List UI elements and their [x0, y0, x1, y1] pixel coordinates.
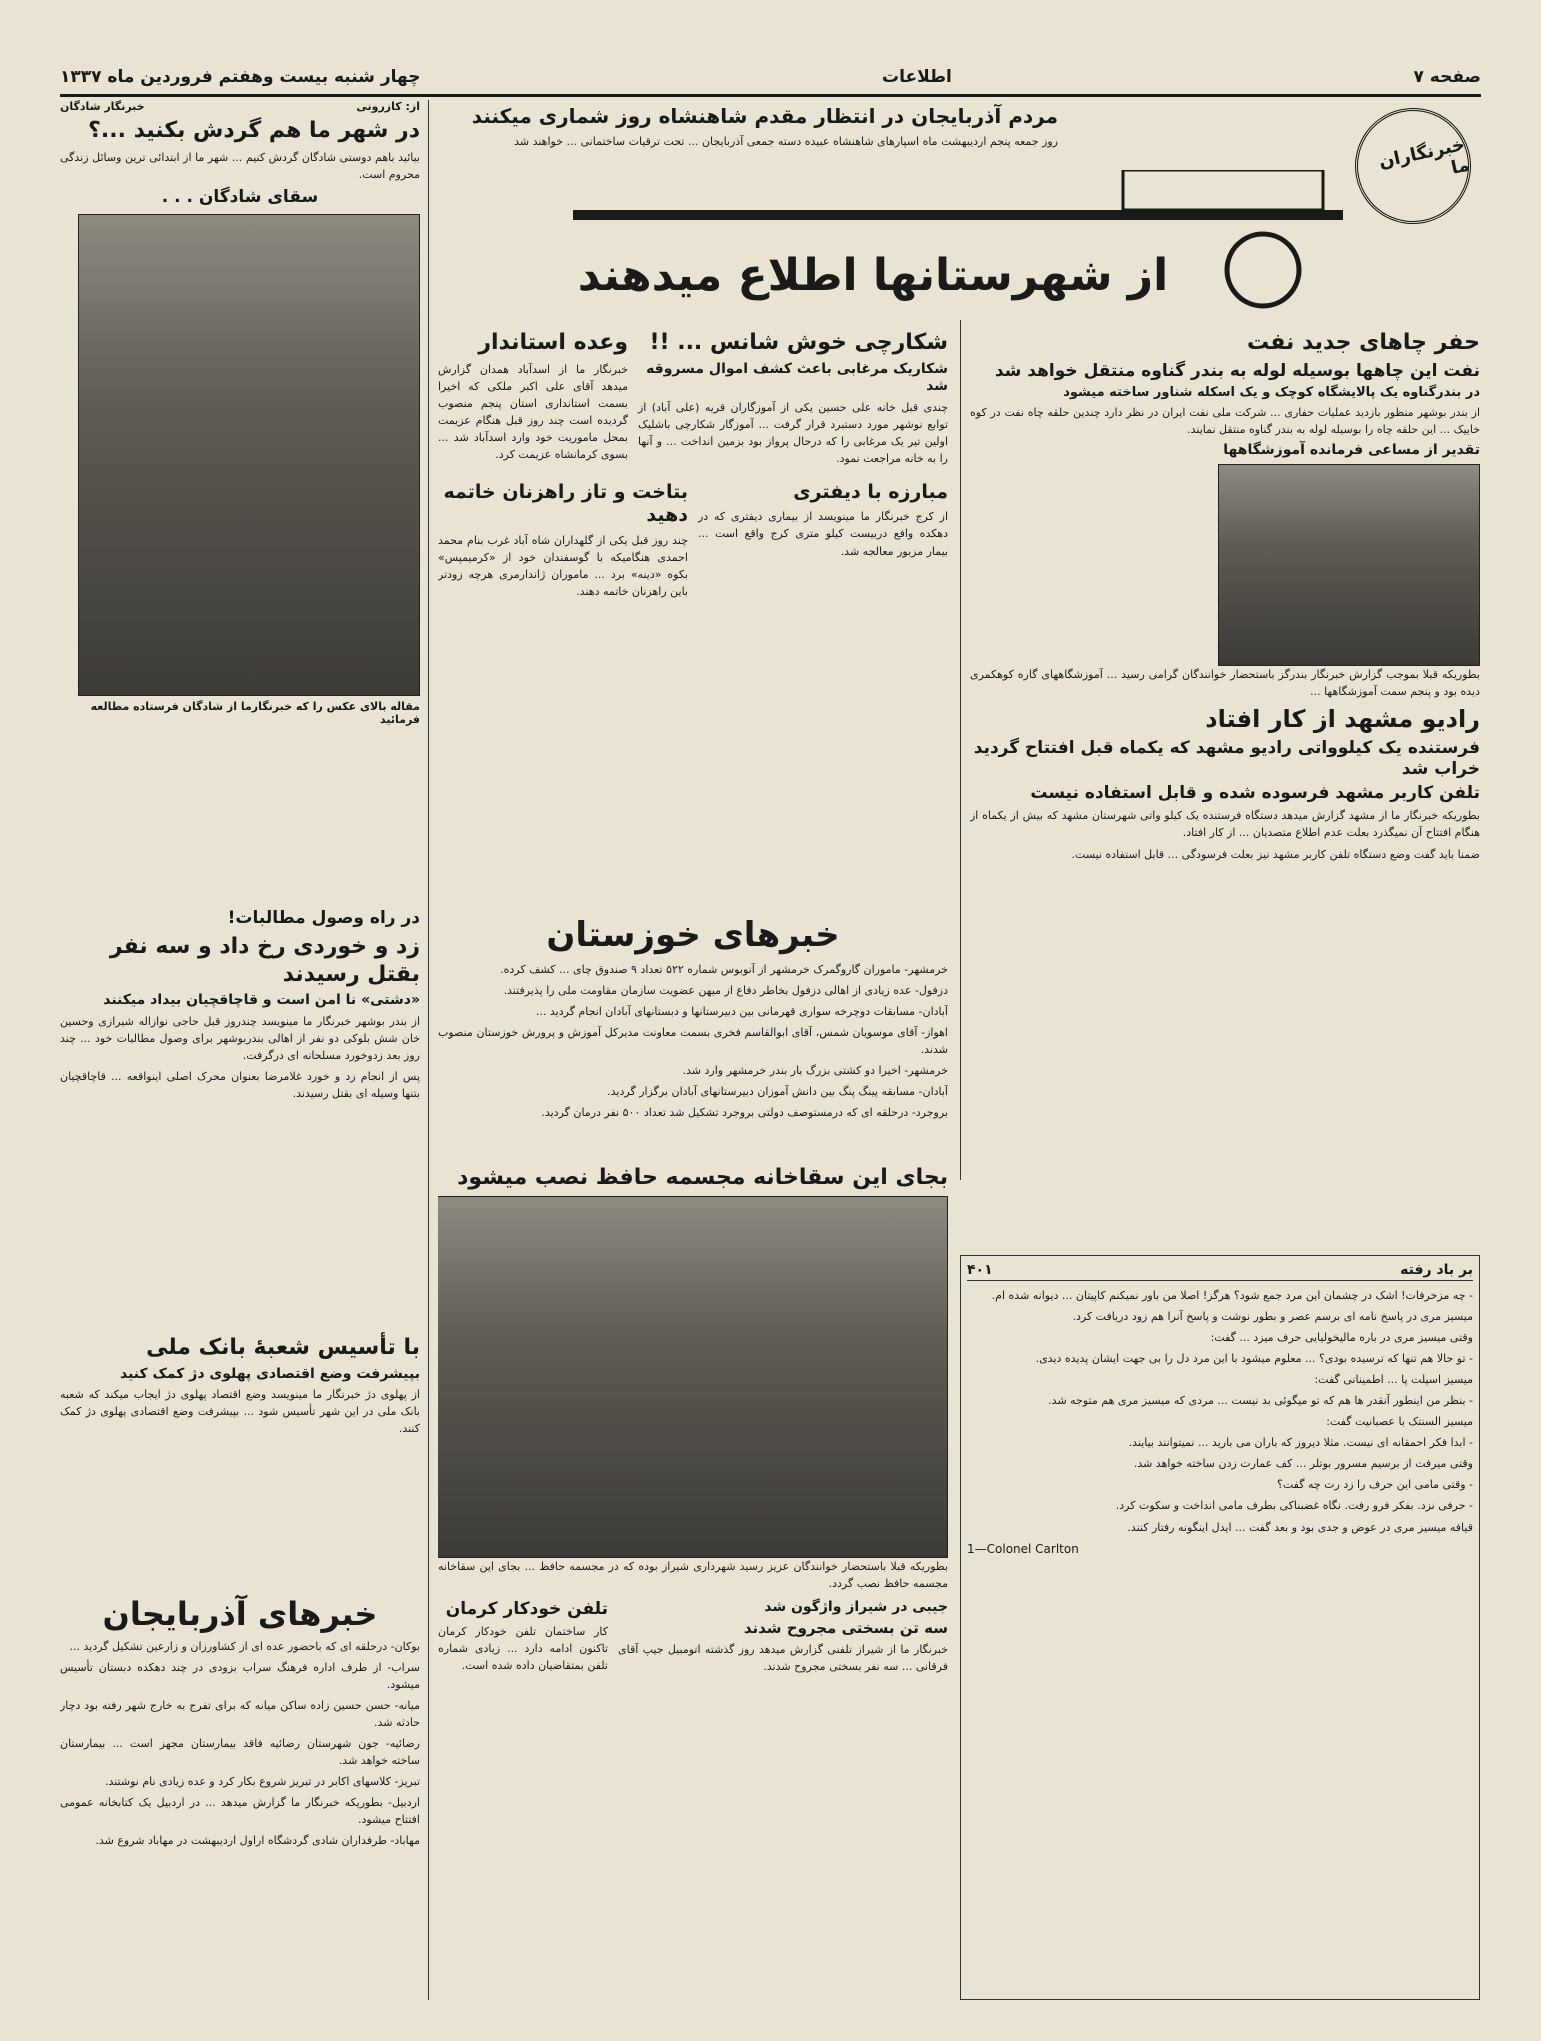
clash-body2: پس از انجام زد و خورد غلامرضا بعنوان محرک اصلی اینواقعه ... قاچاقچیان بتنها وسیله ای بقتل رسیدند.: [60, 1069, 420, 1100]
shadegan-sub: سقای شادگان . . .: [161, 186, 319, 207]
serial-paragraph: - وقتی مامی این حرف را زد رت چه گفت؟: [1277, 1478, 1473, 1492]
serial-paragraph: - چه مزخرفات! اشک در چشمان این مرد جمع شود؟ هرگز! اصلا من باور نمیکنم کاپیتان ... دیوانه شده ام.: [991, 1289, 1473, 1302]
azerbaijan-item: میانه- حسن حسین زاده ساکن میانه که برای تفرج به خارج شهر رفته بود دچار حادثه شد.: [60, 1699, 420, 1730]
pests-head: مبارزه با دیفتری: [793, 480, 948, 503]
bank-head: با تأسیس شعبهٔ بانک ملی: [146, 1335, 420, 1360]
shadegan-body: بیائید باهم دوستی شادگان گردش کنیم ... شهر ما از ابتدائی ترین وسائل زندگی محروم است.: [60, 150, 420, 181]
governor-body: خبرنگار ما از اسدآباد همدان گزارش میدهد آقای علی اکبر ملکی که اخیرا بسمت استانداری استان پنجم منصوب گردیده است چند روز قبل هنگام عزیمت بمحل ماموریت خود وارد اسدآباد شد ... بسوی کرمانشاه عزیمت کرد.: [438, 362, 628, 461]
azerbaijan-item: بوکان- درحلقه ای که باحضور عده ای از کشاورزان و زارعین تشکیل گردید ...: [69, 1640, 420, 1653]
azerbaijan-item: سراب- از طرف اداره فرهنگ سراب بزودی در چند دهکده دبستان تأسیس میشود.: [60, 1661, 420, 1692]
column-rule: [960, 320, 961, 1180]
radio-sub: فرستنده یک کیلوواتی رادیو مشهد که یکماه قبل افتتاح گردید خراب شد: [973, 737, 1480, 779]
clash-sub: «دشتی» نا امن است و قاچاقچیان بیداد میکنند: [103, 992, 420, 1009]
shiraz-body: خبرنگار ما از شیراز تلفنی گزارش میدهد روز گذشته اتومبیل جیپ آقای فرقانی ... سه نفر بسختی مجروح شدند.: [618, 1642, 948, 1673]
serial-paragraph: - حرفی نزد. بفکر فرو رفت. نگاه غضبناکی بطرف مامی انداخت و سکوت کرد.: [1115, 1499, 1473, 1513]
pests-body: از کرج خبرنگار ما مینویسد از بیماری دیفتری که در دهکده وافع دربیست کیلو متری کرج واقع است ... بیمار مزبور معالجه شد.: [698, 510, 948, 558]
khuzestan-item: آبادان- مسابقه پینگ پنگ بین دانش آموزان دبیرستانهای آبادان برگزار گردید.: [607, 1084, 948, 1098]
top-story-body: روز جمعه پنجم اردیبهشت ماه اسپارهای شاهنشاه عبیده دسته جمعی آذربایجان ... تحت ترقیات ساختمانی ... خواهند شد: [514, 135, 1058, 148]
serial-paragraph: وقتی میرفت از برسیم مسرور بوتلر ... کف عمارت زدن ساخته خواهد شد.: [1133, 1457, 1473, 1471]
clash-head: زد و خوردی رخ داد و سه نفر بقتل رسیدند: [109, 934, 420, 987]
masthead: [60, 60, 1481, 97]
banner-logo: [1333, 100, 1483, 250]
clash-story: [60, 905, 420, 1325]
page-number: صفحه ۷: [1413, 67, 1481, 87]
top-story-head: مردم آذربایجان در انتظار مقدم شاهنشاه روز شماری میکنند: [471, 104, 1058, 128]
statue-story: [438, 1160, 948, 2000]
bank-sub: بپیشرفت وضع اقتصادی پهلوی دژ کمک کنید: [119, 1365, 420, 1382]
ceremony-photo: [1218, 464, 1480, 666]
serial-paragraph: - بنظر من اینطور آنقدر ها هم که تو میگوئی بد نیست ... مردی که میسیز مری هم متوجه شد.: [1048, 1394, 1473, 1408]
serial-paragraph: میسیز مری در پاسخ نامه ای برسم عصر و بطور نوشت و پاسخ آنرا هم زود دریافت کرد.: [1072, 1310, 1473, 1324]
logo-text: خبرنگاران ما: [1376, 134, 1472, 179]
serial-footnote: 1—Colonel Carlton: [967, 1541, 1079, 1556]
serial-title: بر باد رفته: [1400, 1262, 1473, 1278]
middle-upper: [438, 325, 948, 905]
column-rule: [428, 100, 429, 2000]
bank-body: از پهلوی دژ خبرنگار ما مینویسد وضع اقتصاد پهلوی دژ ایجاب میکند که شعبه بانک ملی در این شهر تأسیس شود ... بپیشرفت وضع اقتصادی پهلوی دژ کمک کنند.: [60, 1388, 420, 1436]
bandits-head: بتاخت و تاز راهزنان خاتمه دهید: [443, 480, 688, 527]
logo-seal: [1344, 100, 1482, 235]
serial-number: ۴۰۱: [967, 1262, 993, 1278]
serial-paragraph: - ابدا فکر احمقانه ای نیست. مثلا دیروز که باران می بارید ... نمیتوانند بیایند.: [1128, 1436, 1473, 1450]
khuzestan-item: اهواز- آقای موسویان شمس، آقای ابوالقاسم فخری بسمت معاونت مدیرکل آموزش و پرورش خوزستان منصوب شدند.: [438, 1025, 948, 1056]
serial-paragraph: میسیز السنتک با عصبانیت گفت:: [1326, 1415, 1473, 1429]
pests-story: [698, 477, 948, 605]
radio-body: بطوریکه خبرنگار ما از مشهد گزارش میدهد دستگاه فرستنده یک کیلو واتی شهرستان مشهد که بیش از یکماه از هنگام افتتاح آن نمیگذرد بعلت عدم اطلاع متصدیان ... از کار افتاد.: [970, 809, 1480, 840]
serial-paragraph: وقتی میسیز مری در باره مالیخولیایی حرف میزد ... گفت:: [1210, 1331, 1473, 1345]
azerbaijan-item: رضائیه- جون شهرستان رضائیه فاقد بیمارستان مجهز است ... بیمارستان ساخته خواهد شد.: [60, 1737, 420, 1768]
governor-story: [438, 325, 628, 471]
statue-head: بجای این سقاخانه مجسمه حافظ نصب میشود: [457, 1165, 948, 1190]
khuzestan-item: بروجرد- درحلقه ای که درمستوصف دولتی بروجرد تشکیل شد تعداد ۵۰۰ نفر درمان گردید.: [541, 1105, 948, 1119]
clash-body: از بندر بوشهر خبرنگار ما مینویسد چندروز قبل حاجی نوازاله شیرازی وحسین خان شش بلوکی دو نفر از اهالی بندربوشهر برای وصول مطالبات خود ... چند روز بعد زدوخورد مسلحانه ای درگرفت.: [60, 1014, 420, 1062]
oil-sub: نفت این چاهها بوسیله لوله به بندر گناوه منتقل خواهد شد: [994, 360, 1480, 381]
serial-box: [960, 1255, 1480, 2000]
khuzestan-item: خرمشهر- اخیرا دو کشتی بزرگ بار بندر خرمشهر وارد شد.: [682, 1063, 948, 1077]
top-story: [438, 100, 1058, 225]
water-carrier-photo: [78, 214, 420, 696]
bandits-body: چند روز قبل یکی از گلهداران شاه آباد غرب بنام محمد احمدی هنگامیکه با گوسفندان خود از «کرمیمپس» بکوه «دینه» برد ... ماموران ژاندارمری هرچه زودتر باین راهزنان خاتمه دهند.: [438, 534, 688, 599]
khuzestan-item: خرمشهر- ماموران گاروگمرک خرمشهر از آنوبوس شماره ۵۲۲ تعداد ۹ صندوق چای ... کشف کرده.: [500, 962, 948, 976]
radio-sub2: تلفن کاربر مشهد فرسوده شده و قابل استفاده نیست: [1030, 783, 1480, 804]
oil-photo-caption: تقدیر از مساعی فرمانده آموزشگاهها: [1223, 442, 1480, 459]
kerman-story: [438, 1596, 608, 1679]
clash-kicker: در راه وصول مطالبات!: [227, 908, 420, 928]
oil-column: [970, 325, 1480, 1205]
shiraz-sub: سه تن بسختی مجروح شدند: [743, 1619, 948, 1638]
azerbaijan-box: [60, 1590, 420, 2000]
azerbaijan-item: اردبیل- بطوریکه خبرنگار ما گزارش میدهد ... در اردبیل یک کتابخانه عمومی افتتاح میشود.: [60, 1796, 420, 1827]
lucky-head: شکارچی خوش شانس ... !!: [649, 330, 948, 355]
hafez-garden-photo: [438, 1196, 948, 1558]
serial-paragraph: - تو حالا هم تنها که ترسیده بودی؟ ... معلوم میشود با این مرد دل را بی جهت ایشان پدیده دیدی.: [1035, 1352, 1473, 1366]
shadegan-column: [60, 100, 420, 900]
lucky-body: چندی قبل خانه علی حسین یکی از آموزگاران قریه (علی آباد) از توابع نوشهر مورد دستبرد قرار گرفت ... آموزگار شکارچی باشلیک اولین تیر یک مرغابی را که درحال پرواز بود بزمین انداخت ... و آنها را به خانه مراجعت نمود.: [638, 400, 948, 465]
serial-paragraph: قیافه میسیز مری در عوض و جدی بود و بعد گفت ... ایدل اینگونه رفتار کنند.: [1127, 1520, 1473, 1534]
khuzestan-head: خبرهای خوزستان: [546, 915, 840, 955]
oil-head: حفر چاهای جدید نفت: [1246, 330, 1480, 355]
azerbaijan-item: مهاباد- طرفداران شادی گردشگاه اراول اردیبهشت در مهاباد شروع شد.: [95, 1834, 420, 1848]
oil-body2: بطوریکه قبلا بموجب گزارش خبرنگار بندرگز باستحضار خوانندگان گرامی رسید ... آموزشگاههای گاره کوهکمری دیده بود و پنجم سمت آموزشگاهها ...: [970, 667, 1480, 698]
shiraz-head: جیبی در شیراز واژگون شد: [764, 1598, 948, 1615]
date-line: چهار شنبه بیست وهفتم فروردین ماه ۱۳۳۷: [60, 67, 421, 87]
big-title: از شهرستانها اطلاع میدهند: [577, 250, 1169, 301]
shiraz-story: [618, 1596, 948, 1679]
shadegan-caption: مقاله بالای عکس را که خبرنگارما از شادگان فرستاده مطالعه فرمائید: [90, 699, 420, 726]
bandits-story: [438, 477, 688, 605]
reporter-line: خبرنگار شادگان: [60, 100, 145, 113]
khuzestan-box: [438, 910, 948, 1150]
radio-head: رادیو مشهد از کار افتاد: [1205, 704, 1480, 733]
paper-name: اطلاعات: [882, 67, 952, 87]
kerman-head: تلفن خودکار کرمان: [445, 1598, 608, 1619]
radio-body2: ضمنا باید گفت وضع دستگاه تلفن کاربر مشهد نیز بعلت فرسودگی ... قابل استفاده نیست.: [1071, 847, 1480, 861]
azerbaijan-item: تبریز- کلاسهای اکابر در تبریز شروع بکار کرد و عده زیادی نام نوشتند.: [104, 1775, 420, 1789]
graphic-building: [1123, 170, 1323, 210]
from-line: از: کازرونی: [356, 100, 420, 113]
statue-body: بطوریکه قبلا باستحضار خوانندگان عزیز رسید شهرداری شیراز بوده که در مجسمه حافظ ... بجای این سقاخانه مجسمه حافظ نصب گردد.: [438, 1559, 948, 1590]
lucky-story: [638, 325, 948, 471]
oil-body: از بندر بوشهر منظور بازدید عملیات حفاری ... شرکت ملی نفت ایران در نظر دارد چندین حلقه چاه نفت در کوه خاییک ... این حلقه چاه را بوسیله لوله به بندر گناوه منتقل نمایند.: [970, 406, 1480, 437]
khuzestan-item: آبادان- مسابقات دوچرخه سواری قهرمانی بین دبیرستانها و دبستانهای آبادان انجام گردید ...: [535, 1004, 948, 1018]
oil-sub2: در بندرگناوه یک پالایشگاه کوچک و یک اسکله شناور ساخته میشود: [1063, 384, 1480, 400]
phone-dial-icon: [1227, 234, 1299, 306]
bank-story: [60, 1330, 420, 1580]
kerman-body: کار ساختمان تلفن خودکار کرمان تاکنون ادامه دارد ... زیادی شماره تلفن بمتقاضیان داده شده است.: [438, 1624, 608, 1672]
serial-paragraph: میسیز اسپلت پا ... اطمینانی گفت:: [1314, 1373, 1473, 1387]
governor-head: وعده استاندار: [478, 330, 628, 355]
azerbaijan-head: خبرهای آذربایجان: [102, 1595, 378, 1633]
shadegan-head: در شهر ما هم گردش بکنید ...؟: [88, 118, 420, 143]
lucky-sub: شکاریک مرغابی باعث کشف اموال مسروقه شد: [646, 360, 948, 394]
khuzestan-item: دزفول- عده زیادی از اهالی دزفول بخاطر دفاع از میهن عضویت سازمان مقاومت ملی را پذیرفتند.: [503, 983, 948, 997]
